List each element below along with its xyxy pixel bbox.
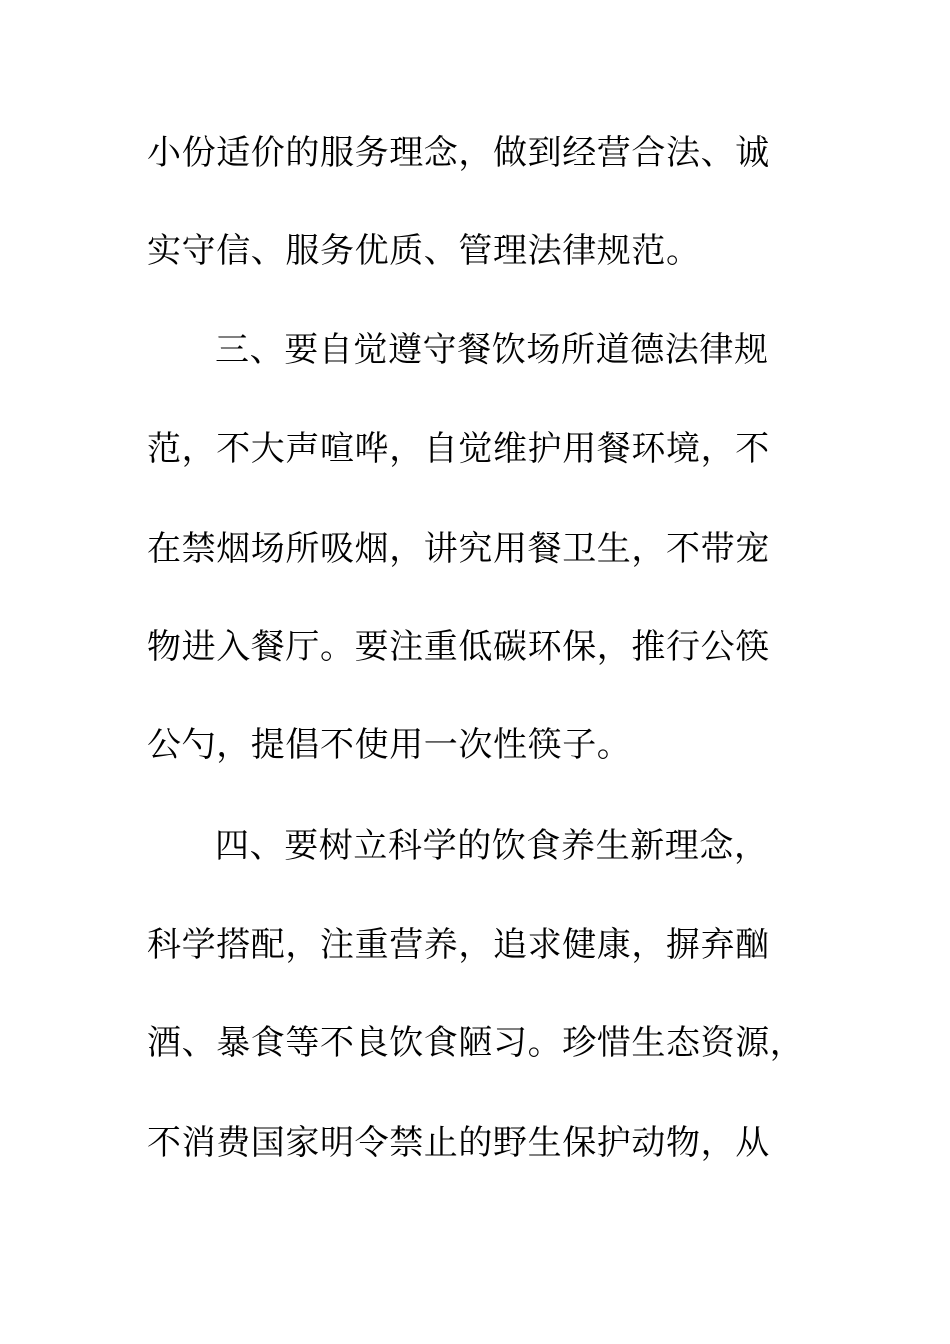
body-text-line-5: 在禁烟场所吸烟，讲究用餐卫生，不带宠 — [147, 529, 770, 569]
body-text-line-7: 公勺，提倡不使用一次性筷子。 — [147, 725, 632, 765]
body-text-line-6: 物进入餐厅。要注重低碳环保，推行公筷 — [147, 627, 770, 667]
body-text-line-11: 不消费国家明令禁止的野生保护动物，从 — [147, 1123, 770, 1163]
body-text-line-9: 科学搭配，注重营养，追求健康，摒弃酗 — [147, 925, 770, 965]
body-text-line-1: 小份适价的服务理念，做到经营合法、诚 — [147, 133, 770, 173]
section-four-first-line: 四、要树立科学的饮食养生新理念， — [215, 826, 769, 866]
body-text-line-4: 范，不大声喧哗，自觉维护用餐环境，不 — [147, 429, 770, 469]
section-three-first-line: 三、要自觉遵守餐饮场所道德法律规 — [215, 330, 769, 370]
body-text-line-2: 实守信、服务优质、管理法律规范。 — [147, 231, 701, 271]
body-text-line-10: 酒、暴食等不良饮食陋习。珍惜生态资源， — [147, 1023, 805, 1063]
